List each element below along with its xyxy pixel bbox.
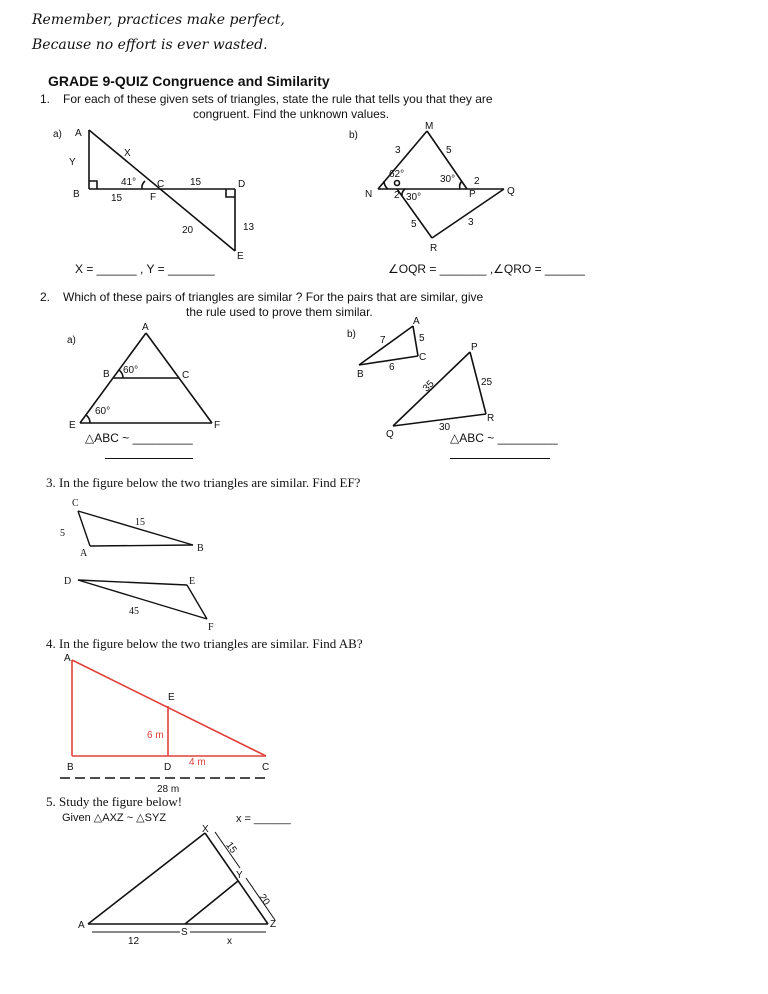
q2-number: 2. xyxy=(40,290,51,304)
q5-answer: x = ______ xyxy=(236,813,291,825)
q1a-length-de: 13 xyxy=(243,222,255,233)
q2a-answer: △ABC ~ _________ xyxy=(85,431,193,445)
q1b-angle-62: 62° xyxy=(389,169,405,180)
q4-vertex-b: B xyxy=(67,762,74,773)
q4-vertex-e: E xyxy=(168,692,175,703)
q2a-vertex-e: E xyxy=(69,420,76,431)
q1b-vertex-p: P xyxy=(469,189,476,200)
q2b-length-ac: 5 xyxy=(419,333,425,344)
q2b-vertex-b: B xyxy=(357,369,364,380)
q2b-length-qp: 35 xyxy=(420,378,437,395)
q1b-angle-30-p: 30° xyxy=(440,174,456,185)
q1-number: 1. xyxy=(40,92,51,106)
q4-length-de: 6 m xyxy=(147,730,164,741)
q5-length-xy: 15 xyxy=(223,840,239,856)
q2b-length-bc: 6 xyxy=(389,362,395,373)
q1a-vertex-f: F xyxy=(150,192,157,203)
q4-vertex-c: C xyxy=(262,762,270,773)
page-title: GRADE 9-QUIZ Congruence and Similarity xyxy=(48,73,330,89)
q5-vertex-x: X xyxy=(202,824,209,835)
q1b-length-pq: 2 xyxy=(474,176,480,187)
q2a-label: a) xyxy=(67,335,76,346)
q1a-length-fe: 20 xyxy=(182,225,194,236)
q2b-length-ab: 7 xyxy=(380,335,386,346)
q2-line-2: the rule used to prove them similar. xyxy=(186,305,373,319)
q2b-label: b) xyxy=(347,329,356,340)
q3-vertex-e: E xyxy=(189,576,196,587)
q2b-vertex-r: R xyxy=(487,413,495,424)
q1b-answer: ∠OQR = _______ ,∠QRO = ______ xyxy=(388,262,585,276)
q4-vertex-d: D xyxy=(164,762,172,773)
q1-line-2: congruent. Find the unknown values. xyxy=(193,107,390,121)
q5-side-ax xyxy=(88,833,205,924)
q1b-vertex-r: R xyxy=(430,243,438,254)
q3-vertex-b: B xyxy=(197,543,204,554)
q3-vertex-d: D xyxy=(64,576,72,587)
q3-length-ca: 5 xyxy=(60,528,65,539)
q1a-vertex-a: A xyxy=(75,128,82,139)
q2b-answer: △ABC ~ _________ xyxy=(450,431,558,445)
q5-vertex-z: Z xyxy=(270,919,277,930)
q2-line-1: Which of these pairs of triangles are similar ? For the pairs that are similar, give xyxy=(63,290,484,304)
q2a-vertex-c: C xyxy=(182,370,190,381)
q1b-length-mp: 5 xyxy=(446,145,452,156)
q1b-vertex-q: Q xyxy=(507,186,515,197)
q3-length-cb: 15 xyxy=(135,517,145,528)
q5-vertex-s: S xyxy=(181,927,188,938)
q1a-length-cd: 15 xyxy=(190,177,202,188)
q5-length-as: 12 xyxy=(128,936,140,947)
motto-line-2: Because no effort is ever wasted. xyxy=(32,37,268,53)
q1b-vertex-n: N xyxy=(365,189,373,200)
q2a-vertex-a: A xyxy=(142,322,149,333)
q3-length-df: 45 xyxy=(129,606,139,617)
q2b-vertex-p: P xyxy=(471,342,478,353)
q4-length-dc: 4 m xyxy=(189,757,206,768)
q1b-length-or: 5 xyxy=(411,219,417,230)
q1a-vertex-b: B xyxy=(73,189,80,200)
q1a-vertex-e: E xyxy=(237,251,244,262)
q2b-length-pr: 25 xyxy=(481,377,493,388)
q1a-angle-41: 41° xyxy=(121,177,137,188)
q5-vertex-y: Y xyxy=(236,870,243,881)
q4-vertex-a: A xyxy=(64,653,71,664)
q1b-length-qr: 3 xyxy=(468,217,474,228)
q2b-vertex-a: A xyxy=(413,316,420,327)
q4-length-bc: 28 m xyxy=(157,784,180,795)
q1a-answer: X = ______ , Y = _______ xyxy=(75,262,215,276)
q1b-angle-30-o: 30° xyxy=(406,192,422,203)
q1b-length-mn: 3 xyxy=(395,145,401,156)
q5-given: Given △AXZ ~ △SYZ xyxy=(62,812,167,824)
q2b-vertex-q: Q xyxy=(386,429,394,440)
q4-text: 4. In the figure below the two triangles are similar. Find AB? xyxy=(46,636,363,651)
q3-vertex-a: A xyxy=(80,548,88,559)
q5-length-sz: x xyxy=(227,936,232,947)
q5-length-yz: 20 xyxy=(256,892,272,908)
q1b-label: b) xyxy=(349,130,358,141)
q5-text: 5. Study the figure below! xyxy=(46,794,183,809)
q1b-vertex-m: M xyxy=(425,121,434,132)
q2b-length-qr: 30 xyxy=(439,422,451,433)
motto-line-1: Remember, practices make perfect, xyxy=(32,12,285,28)
q2a-angle-b: 60° xyxy=(123,365,139,376)
q1a-label: a) xyxy=(53,129,62,140)
q2b-vertex-c: C xyxy=(419,352,427,363)
q1a-var-y: Y xyxy=(69,157,76,168)
q1a-var-x: X xyxy=(124,148,131,159)
q3-vertex-f: F xyxy=(208,622,214,633)
q2a-angle-e: 60° xyxy=(95,406,111,417)
q1a-length-bf: 15 xyxy=(111,193,123,204)
q3-vertex-c: C xyxy=(72,498,79,509)
q5-vertex-a: A xyxy=(78,920,85,931)
q1-line-1: For each of these given sets of triangles, state the rule that tells you that they are xyxy=(63,92,493,106)
q1a-vertex-c: C xyxy=(157,179,165,190)
q2a-vertex-f: F xyxy=(214,420,221,431)
q2a-vertex-b: B xyxy=(103,369,110,380)
q1a-vertex-d: D xyxy=(238,179,246,190)
q3-text: 3. In the figure below the two triangles are similar. Find EF? xyxy=(46,475,361,490)
q5-side-sy xyxy=(185,881,238,924)
q1b-length-no: 2 xyxy=(394,190,400,201)
